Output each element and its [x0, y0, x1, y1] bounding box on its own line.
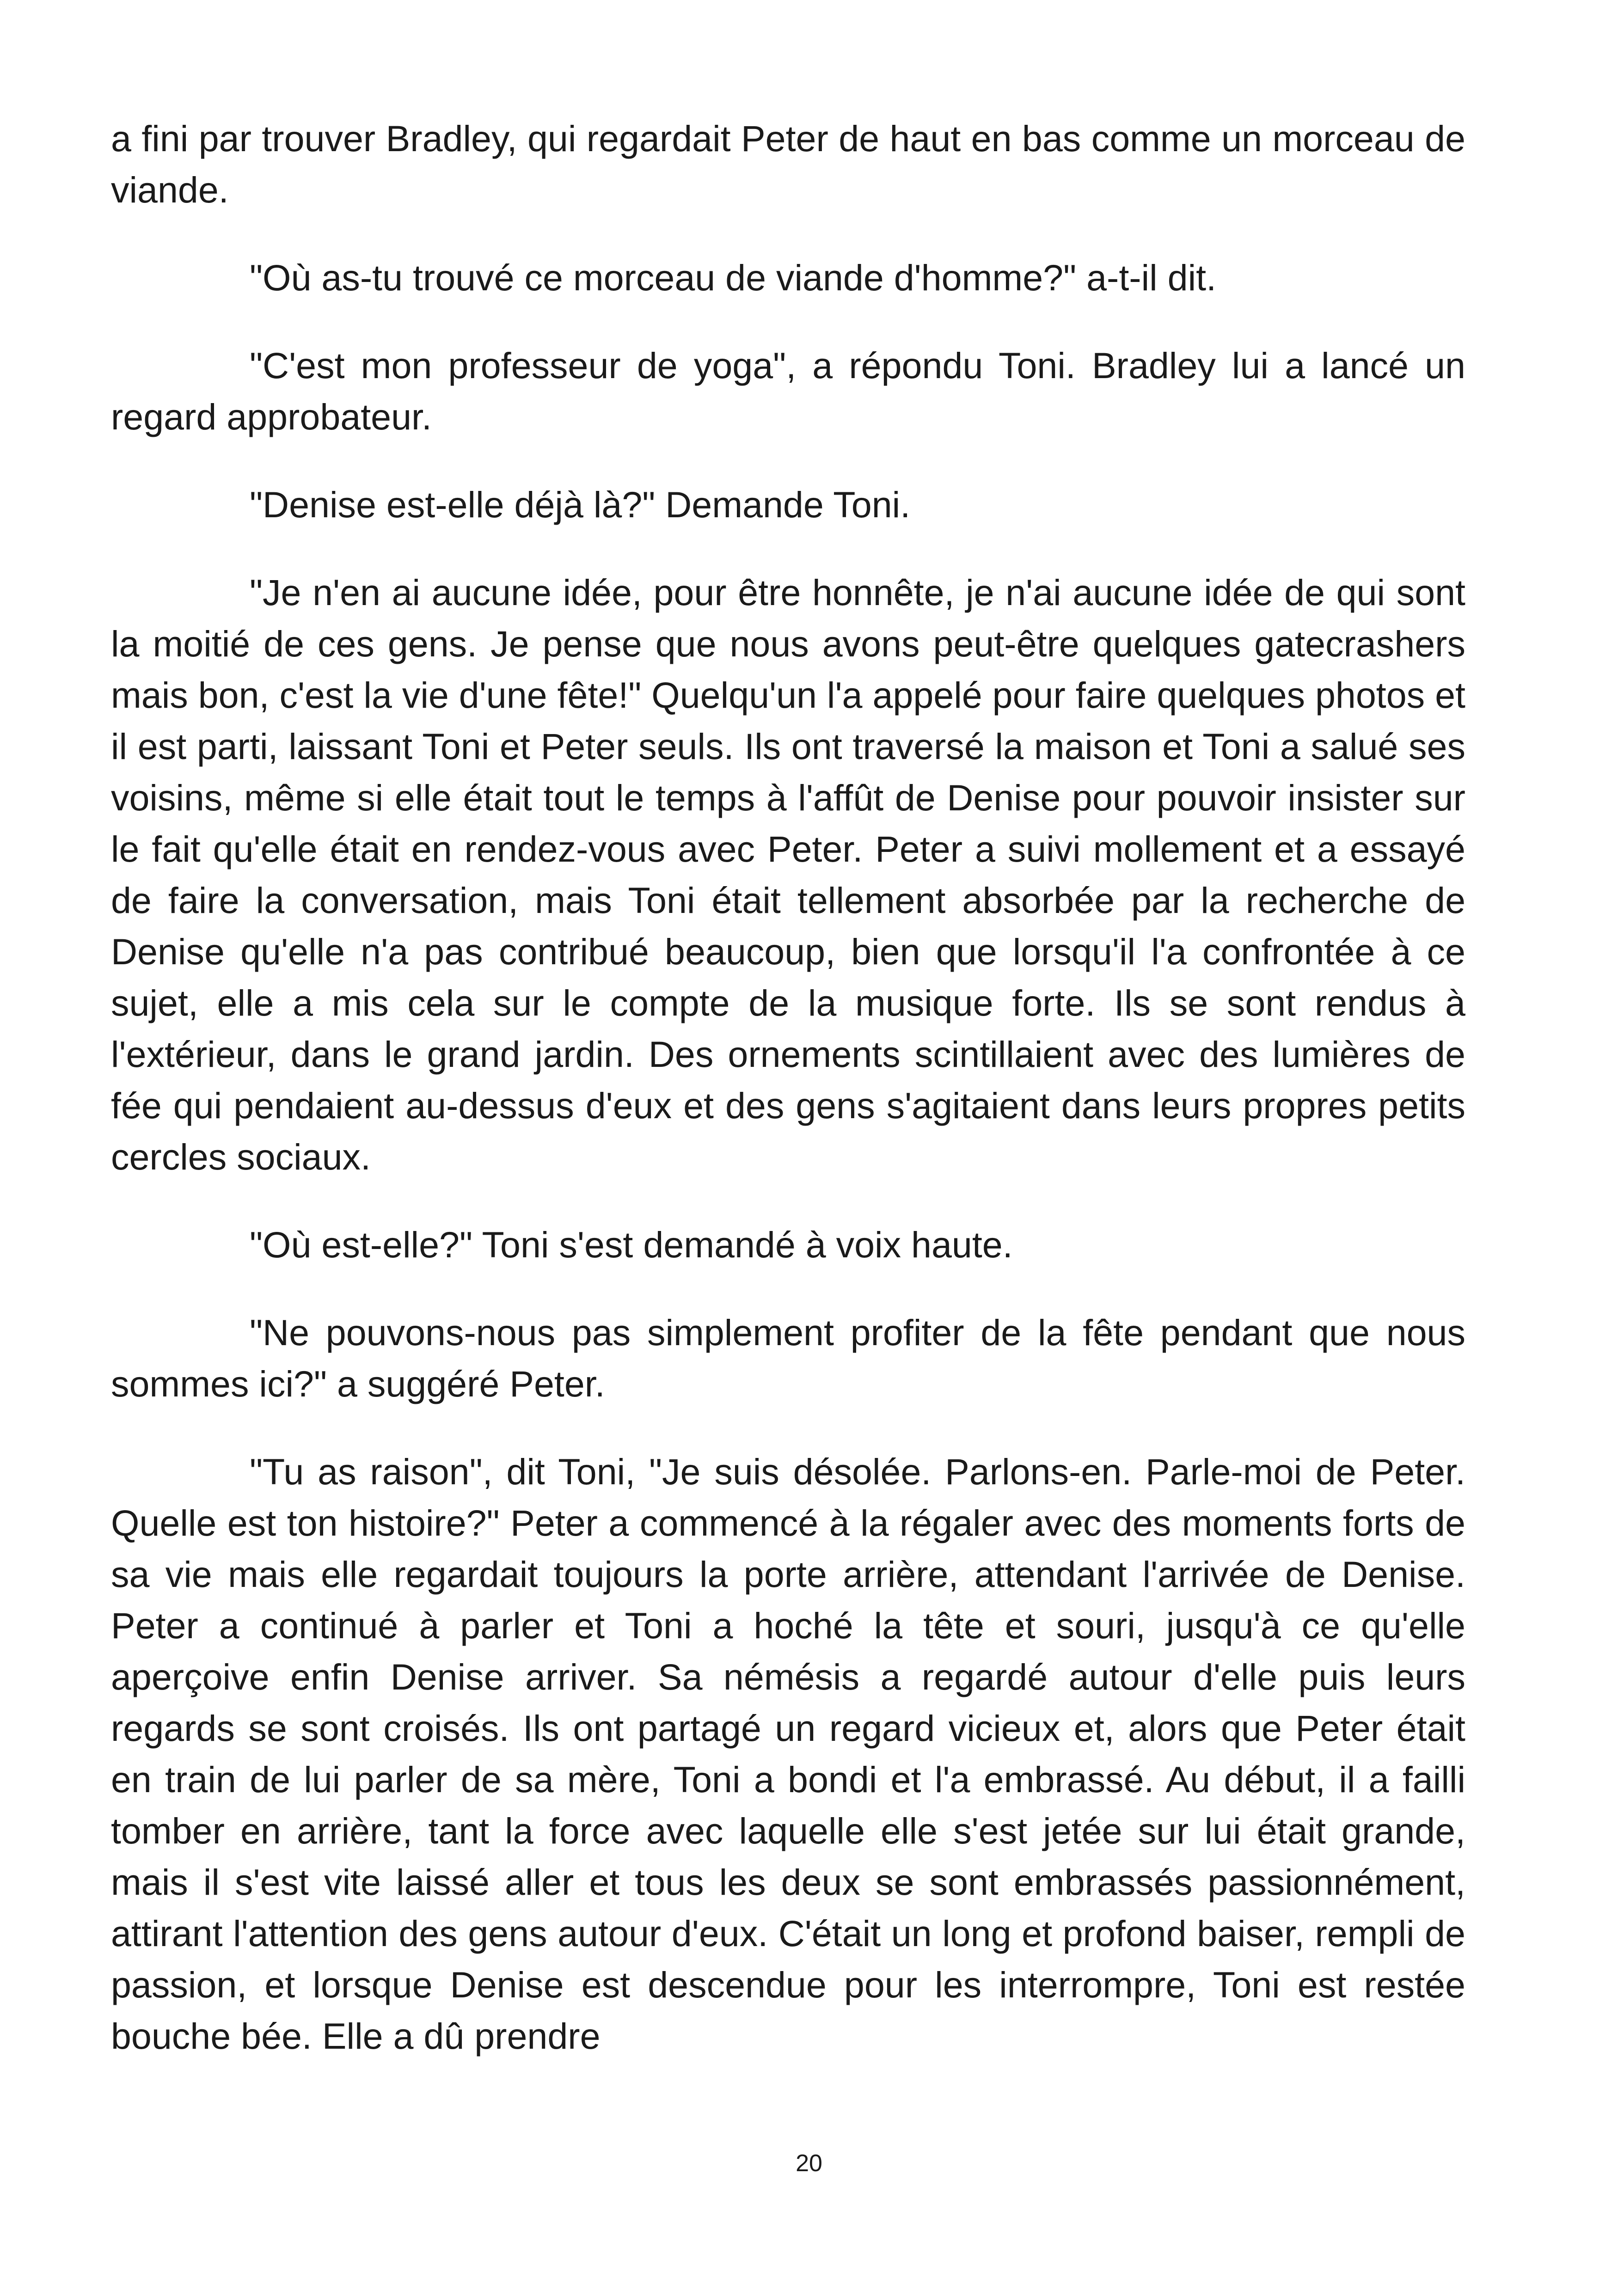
page-number: 20 — [796, 2150, 822, 2177]
paragraph: a fini par trouver Bradley, qui regardait Peter de haut en bas comme un morceau de viande. — [111, 118, 1465, 210]
paragraph: "Où est-elle?" Toni s'est demandé à voix haute. — [250, 1224, 1013, 1265]
paragraph: "Ne pouvons-nous pas simplement profiter de la fête pendant que nous sommes ici?" a suggéré Peter. — [111, 1312, 1465, 1404]
body-text — [111, 113, 1465, 2098]
paragraph: "C'est mon professeur de yoga", a répondu Toni. Bradley lui a lancé un regard approbateur. — [111, 345, 1465, 437]
paragraph: "Denise est-elle déjà là?" Demande Toni. — [250, 484, 911, 525]
paragraph: "Tu as raison", dit Toni, "Je suis désolée. Parlons-en. Parle-moi de Peter. Quelle est ton histoire?" Peter a commencé à la régaler avec des moments forts de sa vie mais elle regardait toujours la porte arrière, attendant l'arrivée de Denise. Peter a continué à parler et Toni a hoché la tête et souri, jusqu'à ce qu'elle aperçoive enfin Denise arriver. Sa némésis a regardé autour d'elle puis leurs regards se sont croisés. Ils ont partagé un regard vicieux et, alors que Peter était en train de lui parler de sa mère, Toni a bondi et l'a embrassé. Au début, il a failli tomber en arrière, tant la force avec laquelle elle s'est jetée sur lui était grande, mais il s'est vite laissé aller et tous les deux se sont embrassés passionnément, attirant l'attention des gens autour d'eux. C'était un long et profond baiser, rempli de passion, et lorsque Denise est descendue pour les interrompre, Toni est restée bouche bée. Elle a dû prendre — [111, 1451, 1465, 2057]
paragraph: "Où as-tu trouvé ce morceau de viande d'homme?" a-t-il dit. — [250, 257, 1217, 298]
paragraph: "Je n'en ai aucune idée, pour être honnête, je n'ai aucune idée de qui sont la moitié de ces gens. Je pense que nous avons peut-être quelques gatecrashers mais bon, c'est la vie d'une fête!" Quelqu'un l'a appelé pour faire quelques photos et il est parti, laissant Toni et Peter seuls. Ils ont traversé la maison et Toni a salué ses voisins, même si elle était tout le temps à l'affût de Denise pour pouvoir insister sur le fait qu'elle était en rendez-vous avec Peter. Peter a suivi mollement et a essayé de faire la conversation, mais Toni était tellement absorbée par la recherche de Denise qu'elle n'a pas contribué beaucoup, bien que lorsqu'il l'a confrontée à ce sujet, elle a mis cela sur le compte de la musique forte. Ils se sont rendus à l'extérieur, dans le grand jardin. Des ornements scintillaient avec des lumières de fée qui pendaient au-dessus d'eux et des gens s'agitaient dans leurs propres petits cercles sociaux. — [111, 572, 1465, 1177]
